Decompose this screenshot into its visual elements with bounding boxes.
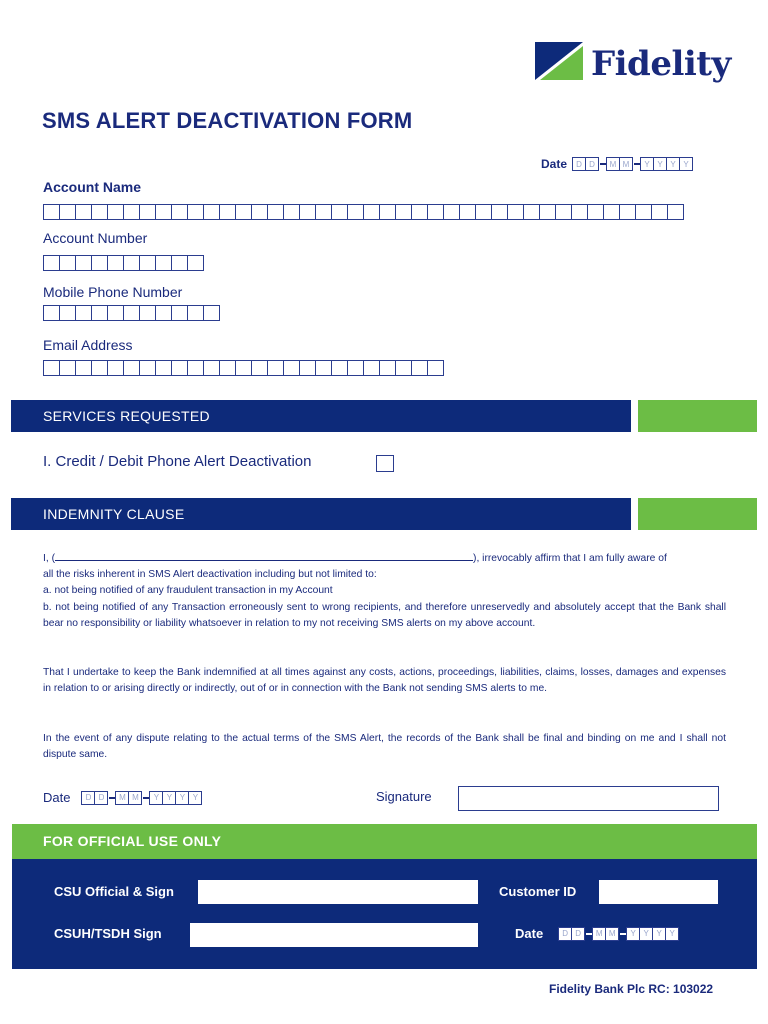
char-box[interactable] [75, 255, 92, 271]
char-box[interactable] [107, 204, 124, 220]
sign-date-field[interactable] [43, 790, 202, 805]
services-header-accent [638, 400, 757, 432]
footer-text: Fidelity Bank Plc RC: 103022 [549, 982, 714, 996]
char-box[interactable] [43, 255, 60, 271]
date-box-year-3[interactable]: Y [652, 927, 666, 941]
char-box[interactable] [619, 204, 636, 220]
char-box[interactable] [171, 360, 188, 376]
customer-id-box[interactable] [599, 880, 718, 904]
char-box[interactable] [507, 204, 524, 220]
char-box[interactable] [347, 360, 364, 376]
date-box-month-2[interactable]: M [128, 791, 142, 805]
char-box[interactable] [523, 204, 540, 220]
char-box[interactable] [107, 255, 124, 271]
csu-official-label: CSU Official & Sign [54, 884, 174, 899]
date-box-year-4[interactable]: Y [679, 157, 693, 171]
char-box[interactable] [139, 204, 156, 220]
char-box[interactable] [107, 305, 124, 321]
date-box-year-1[interactable]: Y [149, 791, 163, 805]
char-box[interactable] [59, 360, 76, 376]
char-box[interactable] [667, 204, 684, 220]
char-box[interactable] [283, 360, 300, 376]
char-box[interactable] [251, 204, 268, 220]
char-box[interactable] [187, 204, 204, 220]
char-box[interactable] [187, 305, 204, 321]
char-box[interactable] [363, 204, 380, 220]
mobile-phone-label: Mobile Phone Number [43, 284, 183, 300]
date-box-year-4[interactable]: Y [188, 791, 202, 805]
indemnity-point-b: b. not being notified of any Transaction erroneously sent to wrong recipients, and therefore unreservedly and absolutely accept that the Bank shall bear no responsibility or liability whatsoever in relation to my not receiving SMS alerts on my above account. [43, 601, 726, 629]
char-box[interactable] [203, 305, 220, 321]
char-box[interactable] [411, 360, 428, 376]
csuh-tsdh-box[interactable] [190, 923, 478, 947]
indemnity-header-accent [638, 498, 757, 530]
char-box[interactable] [155, 204, 172, 220]
date-box-year-3[interactable]: Y [175, 791, 189, 805]
char-box[interactable] [411, 204, 428, 220]
signature-box[interactable] [458, 786, 719, 811]
char-box[interactable] [123, 204, 140, 220]
indemnity-point-a: a. not being notified of any fraudulent transaction in my Account [43, 585, 333, 597]
char-box[interactable] [331, 204, 348, 220]
char-box[interactable] [91, 305, 108, 321]
date-box-day-2[interactable]: D [94, 791, 108, 805]
char-box[interactable] [555, 204, 572, 220]
date-box-year-1[interactable]: Y [626, 927, 640, 941]
indemnity-paragraph-2: That I undertake to keep the Bank indemnified at all times against any costs, actions, proceedings, liabilities, claims, losses, damages and expenses in relation to or arising directly or indirectly, out of or in connection with the Bank not sending SMS alerts to me. [43, 667, 726, 695]
logo-text: Fidelity [591, 44, 731, 84]
char-box[interactable] [123, 255, 140, 271]
date-box-year-3[interactable]: Y [666, 157, 680, 171]
char-box[interactable] [91, 204, 108, 220]
date-box-year-2[interactable]: Y [639, 927, 653, 941]
char-box[interactable] [59, 255, 76, 271]
char-box[interactable] [379, 204, 396, 220]
account-number-label: Account Number [43, 230, 148, 246]
char-box[interactable] [187, 255, 204, 271]
account-name-boxes[interactable] [43, 204, 683, 220]
char-box[interactable] [283, 204, 300, 220]
char-box[interactable] [123, 305, 140, 321]
account-name-label: Account Name [43, 179, 142, 195]
char-box[interactable] [139, 305, 156, 321]
char-box[interactable] [235, 204, 252, 220]
char-box[interactable] [59, 204, 76, 220]
services-header-title: SERVICES REQUESTED [43, 408, 210, 424]
char-box[interactable] [363, 360, 380, 376]
char-box[interactable] [299, 204, 316, 220]
char-box[interactable] [187, 360, 204, 376]
date-box-day-2[interactable]: D [571, 927, 585, 941]
char-box[interactable] [107, 360, 124, 376]
char-box[interactable] [331, 360, 348, 376]
mobile-phone-boxes[interactable] [43, 305, 219, 321]
signature-label: Signature [376, 789, 432, 804]
char-box[interactable] [395, 204, 412, 220]
char-box[interactable] [571, 204, 588, 220]
date-box-year-1[interactable]: Y [640, 157, 654, 171]
char-box[interactable] [539, 204, 556, 220]
date-box-month-1[interactable]: M [115, 791, 129, 805]
char-box[interactable] [491, 204, 508, 220]
date-box-month-1[interactable]: M [592, 927, 606, 941]
service-item-label: I. Credit / Debit Phone Alert Deactivation [43, 453, 312, 470]
char-box[interactable] [267, 204, 284, 220]
char-box[interactable] [155, 360, 172, 376]
char-box[interactable] [203, 204, 220, 220]
char-box[interactable] [123, 360, 140, 376]
email-boxes[interactable] [43, 360, 443, 376]
char-box[interactable] [587, 204, 604, 220]
date-box-year-2[interactable]: Y [162, 791, 176, 805]
date-box-day-1[interactable]: D [558, 927, 572, 941]
char-box[interactable] [43, 305, 60, 321]
date-box-month-2[interactable]: M [619, 157, 633, 171]
char-box[interactable] [155, 305, 172, 321]
date-box-month-1[interactable]: M [606, 157, 620, 171]
char-box[interactable] [427, 204, 444, 220]
char-box[interactable] [427, 360, 444, 376]
char-box[interactable] [43, 360, 60, 376]
char-box[interactable] [75, 305, 92, 321]
csu-official-box[interactable] [198, 880, 478, 904]
char-box[interactable] [91, 255, 108, 271]
char-box[interactable] [475, 204, 492, 220]
char-box[interactable] [459, 204, 476, 220]
indemnity-para1-rest: all the risks inherent in SMS Alert deactivation including but not limited to: [43, 569, 377, 581]
char-box[interactable] [59, 305, 76, 321]
char-box[interactable] [91, 360, 108, 376]
char-box[interactable] [315, 360, 332, 376]
char-box[interactable] [395, 360, 412, 376]
date-box-year-4[interactable]: Y [665, 927, 679, 941]
char-box[interactable] [267, 360, 284, 376]
official-panel [12, 859, 757, 969]
char-box[interactable] [139, 360, 156, 376]
char-box[interactable] [603, 204, 620, 220]
char-box[interactable] [635, 204, 652, 220]
char-box[interactable] [651, 204, 668, 220]
date-box-day-1[interactable]: D [572, 157, 586, 171]
fidelity-logo [535, 42, 731, 88]
account-number-boxes[interactable] [43, 255, 203, 271]
indemnity-line1-end: ), irrevocably affirm that I am fully aware of [473, 553, 667, 564]
date-box-month-2[interactable]: M [605, 927, 619, 941]
char-box[interactable] [379, 360, 396, 376]
char-box[interactable] [43, 204, 60, 220]
official-date-field[interactable] [515, 926, 679, 941]
char-box[interactable] [443, 204, 460, 220]
char-box[interactable] [347, 204, 364, 220]
sign-date-label: Date [43, 790, 71, 805]
char-box[interactable] [75, 360, 92, 376]
char-box[interactable] [139, 255, 156, 271]
char-box[interactable] [315, 204, 332, 220]
customer-id-label: Customer ID [499, 884, 577, 899]
indemnity-paragraph-3: In the event of any dispute relating to the actual terms of the SMS Alert, the records of the Bank shall be final and binding on me and I shall not dispute same. [43, 733, 726, 761]
fidelity-logo-mark-icon [535, 42, 583, 80]
char-box[interactable] [75, 204, 92, 220]
char-box[interactable] [235, 360, 252, 376]
char-box[interactable] [299, 360, 316, 376]
service-checkbox[interactable] [376, 455, 394, 472]
form-title: SMS ALERT DEACTIVATION FORM [42, 108, 413, 133]
email-label: Email Address [43, 337, 133, 353]
indemnity-line1-start: I, ( [43, 553, 56, 564]
name-blank-line[interactable] [55, 551, 473, 561]
char-box[interactable] [219, 204, 236, 220]
official-date-label: Date [515, 926, 544, 941]
date-box-day-1[interactable]: D [81, 791, 95, 805]
top-date-label: Date [541, 157, 568, 171]
char-box[interactable] [251, 360, 268, 376]
char-box[interactable] [155, 255, 172, 271]
csuh-tsdh-label: CSUH/TSDH Sign [54, 926, 162, 941]
official-header-title: FOR OFFICIAL USE ONLY [43, 833, 222, 849]
date-box-day-2[interactable]: D [585, 157, 599, 171]
char-box[interactable] [219, 360, 236, 376]
char-box[interactable] [171, 204, 188, 220]
char-box[interactable] [171, 305, 188, 321]
indemnity-header-title: INDEMNITY CLAUSE [43, 506, 185, 522]
char-box[interactable] [171, 255, 188, 271]
char-box[interactable] [203, 360, 220, 376]
top-date-field[interactable] [541, 157, 693, 171]
date-box-year-2[interactable]: Y [653, 157, 667, 171]
indemnity-paragraph-1 [43, 551, 726, 632]
